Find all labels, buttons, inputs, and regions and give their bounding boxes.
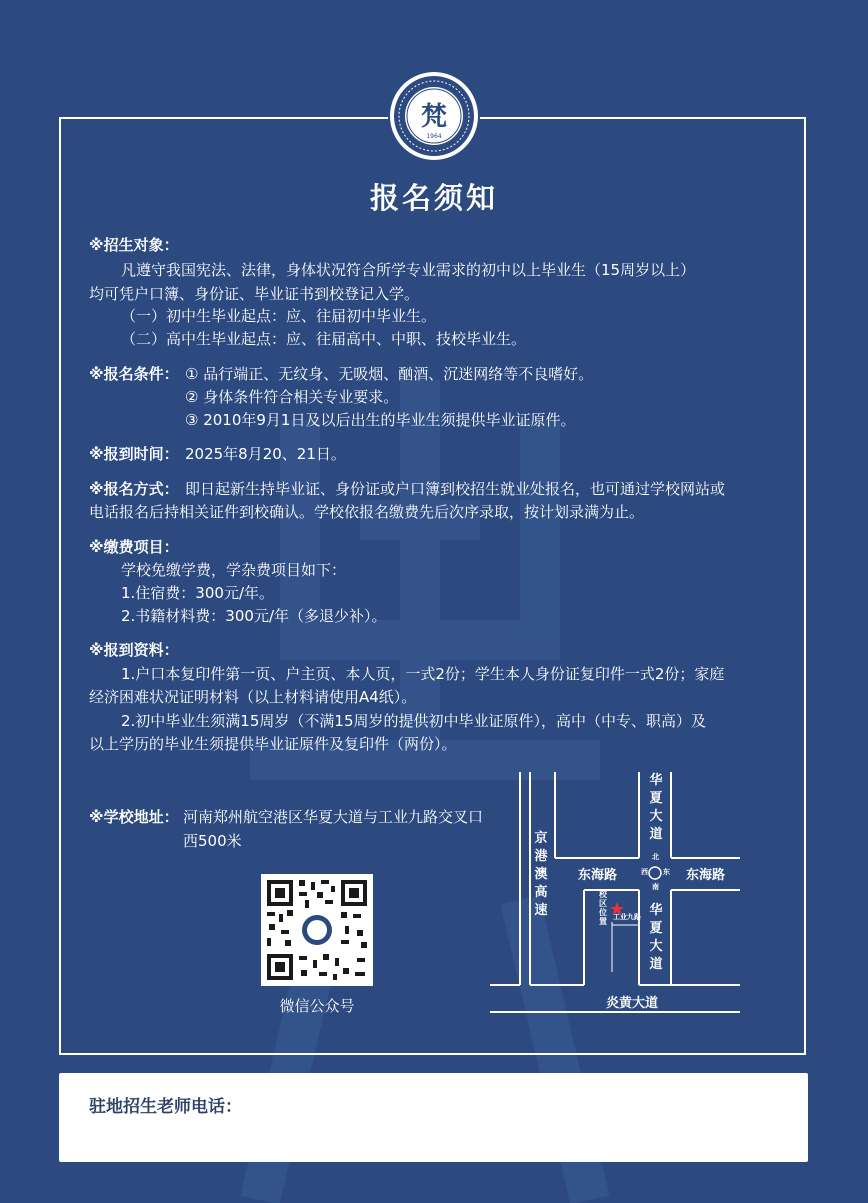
report-time-heading: ※报到时间：	[89, 445, 179, 463]
qr-caption: 微信公众号	[279, 997, 355, 1015]
admission-target-item2: （二）高中生毕业起点：应、往届高中、中职、技校毕业生。	[121, 330, 527, 348]
road-huaxia-bottom: 华夏大道	[649, 903, 663, 972]
admission-target-line2: 均可凭户口簿、身份证、毕业证书到校登记入学。	[89, 285, 420, 303]
fees-item2: 2.书籍材料费：300元/年（多退少补）。	[121, 607, 387, 625]
materials-line3: 2.初中毕业生须满15周岁（不满15周岁的提供初中毕业证原件），高中（中专、职高）及	[121, 712, 706, 730]
method-line1: 即日起新生持毕业证、身份证或户口簿到校招生就业处报名，也可通过学校网站或	[185, 480, 726, 498]
fees-item1: 1.住宿费：300元/年。	[121, 584, 274, 602]
condition-item: ② 身体条件符合相关专业要求。	[185, 388, 399, 406]
materials-line2: 经济困难状况证明材料（以上材料请使用A4纸）。	[89, 688, 417, 706]
wechat-qr-code	[261, 874, 373, 986]
method-line2: 电话报名后持相关证件到校确认。学校依报名缴费先后次序录取，按计划录满为止。	[89, 503, 645, 521]
admission-target-item1: （一）初中生毕业起点：应、往届初中毕业生。	[121, 307, 437, 325]
fees-intro: 学校免缴学费，学杂费项目如下：	[121, 561, 347, 579]
location-map	[490, 772, 750, 1018]
materials-line4: 以上学历的毕业生须提供毕业证原件及复印件（两份）。	[89, 735, 457, 753]
report-time-value: 2025年8月20、21日。	[185, 445, 346, 463]
page-title: 报名须知	[369, 181, 498, 215]
svg-text:1964: 1964	[426, 133, 442, 140]
admission-target-heading: ※招生对象：	[89, 236, 179, 254]
road-yanhuang: 炎黄大道	[606, 996, 659, 1011]
road-donghai-right: 东海路	[686, 868, 726, 883]
materials-heading: ※报到资料：	[89, 641, 179, 659]
condition-item: ① 品行端正、无纹身、无吸烟、酗酒、沉迷网络等不良嗜好。	[185, 365, 594, 383]
compass-west: 西	[641, 868, 648, 876]
road-jinggangao: 京港澳高速	[534, 831, 548, 918]
method-heading: ※报名方式：	[89, 480, 179, 498]
compass-east: 东	[663, 868, 670, 876]
teacher-phone-label: 驻地招生老师电话：	[89, 1097, 242, 1117]
address-heading: ※学校地址：	[89, 808, 179, 826]
road-gongye9: 工业九路	[613, 913, 641, 921]
condition-item: ③ 2010年9月1日及以后出生的毕业生须提供毕业证原件。	[185, 411, 576, 429]
svg-text:梵: 梵	[420, 102, 448, 132]
compass-south: 南	[652, 883, 659, 891]
map-roads	[490, 772, 750, 1018]
road-huaxia-top: 华夏大道	[649, 773, 663, 842]
address-line2: 西500米	[183, 832, 242, 850]
compass-north: 北	[652, 853, 659, 861]
road-donghai-left: 东海路	[578, 868, 618, 883]
school-logo	[388, 70, 480, 162]
admission-target-line1: 凡遵守我国宪法、法律，身体状况符合所学专业需求的初中以上毕业生（15周岁以上）	[121, 261, 696, 279]
campus-label: 校区位置	[599, 890, 607, 926]
materials-line1: 1.户口本复印件第一页、户主页、本人页，一式2份；学生本人身份证复印件一式2份；家庭	[121, 665, 725, 683]
address-line1: 河南郑州航空港区华夏大道与工业九路交叉口	[183, 808, 484, 826]
teacher-phone-box	[59, 1073, 808, 1162]
conditions-heading: ※报名条件：	[89, 365, 179, 383]
fees-heading: ※缴费项目：	[89, 538, 179, 556]
